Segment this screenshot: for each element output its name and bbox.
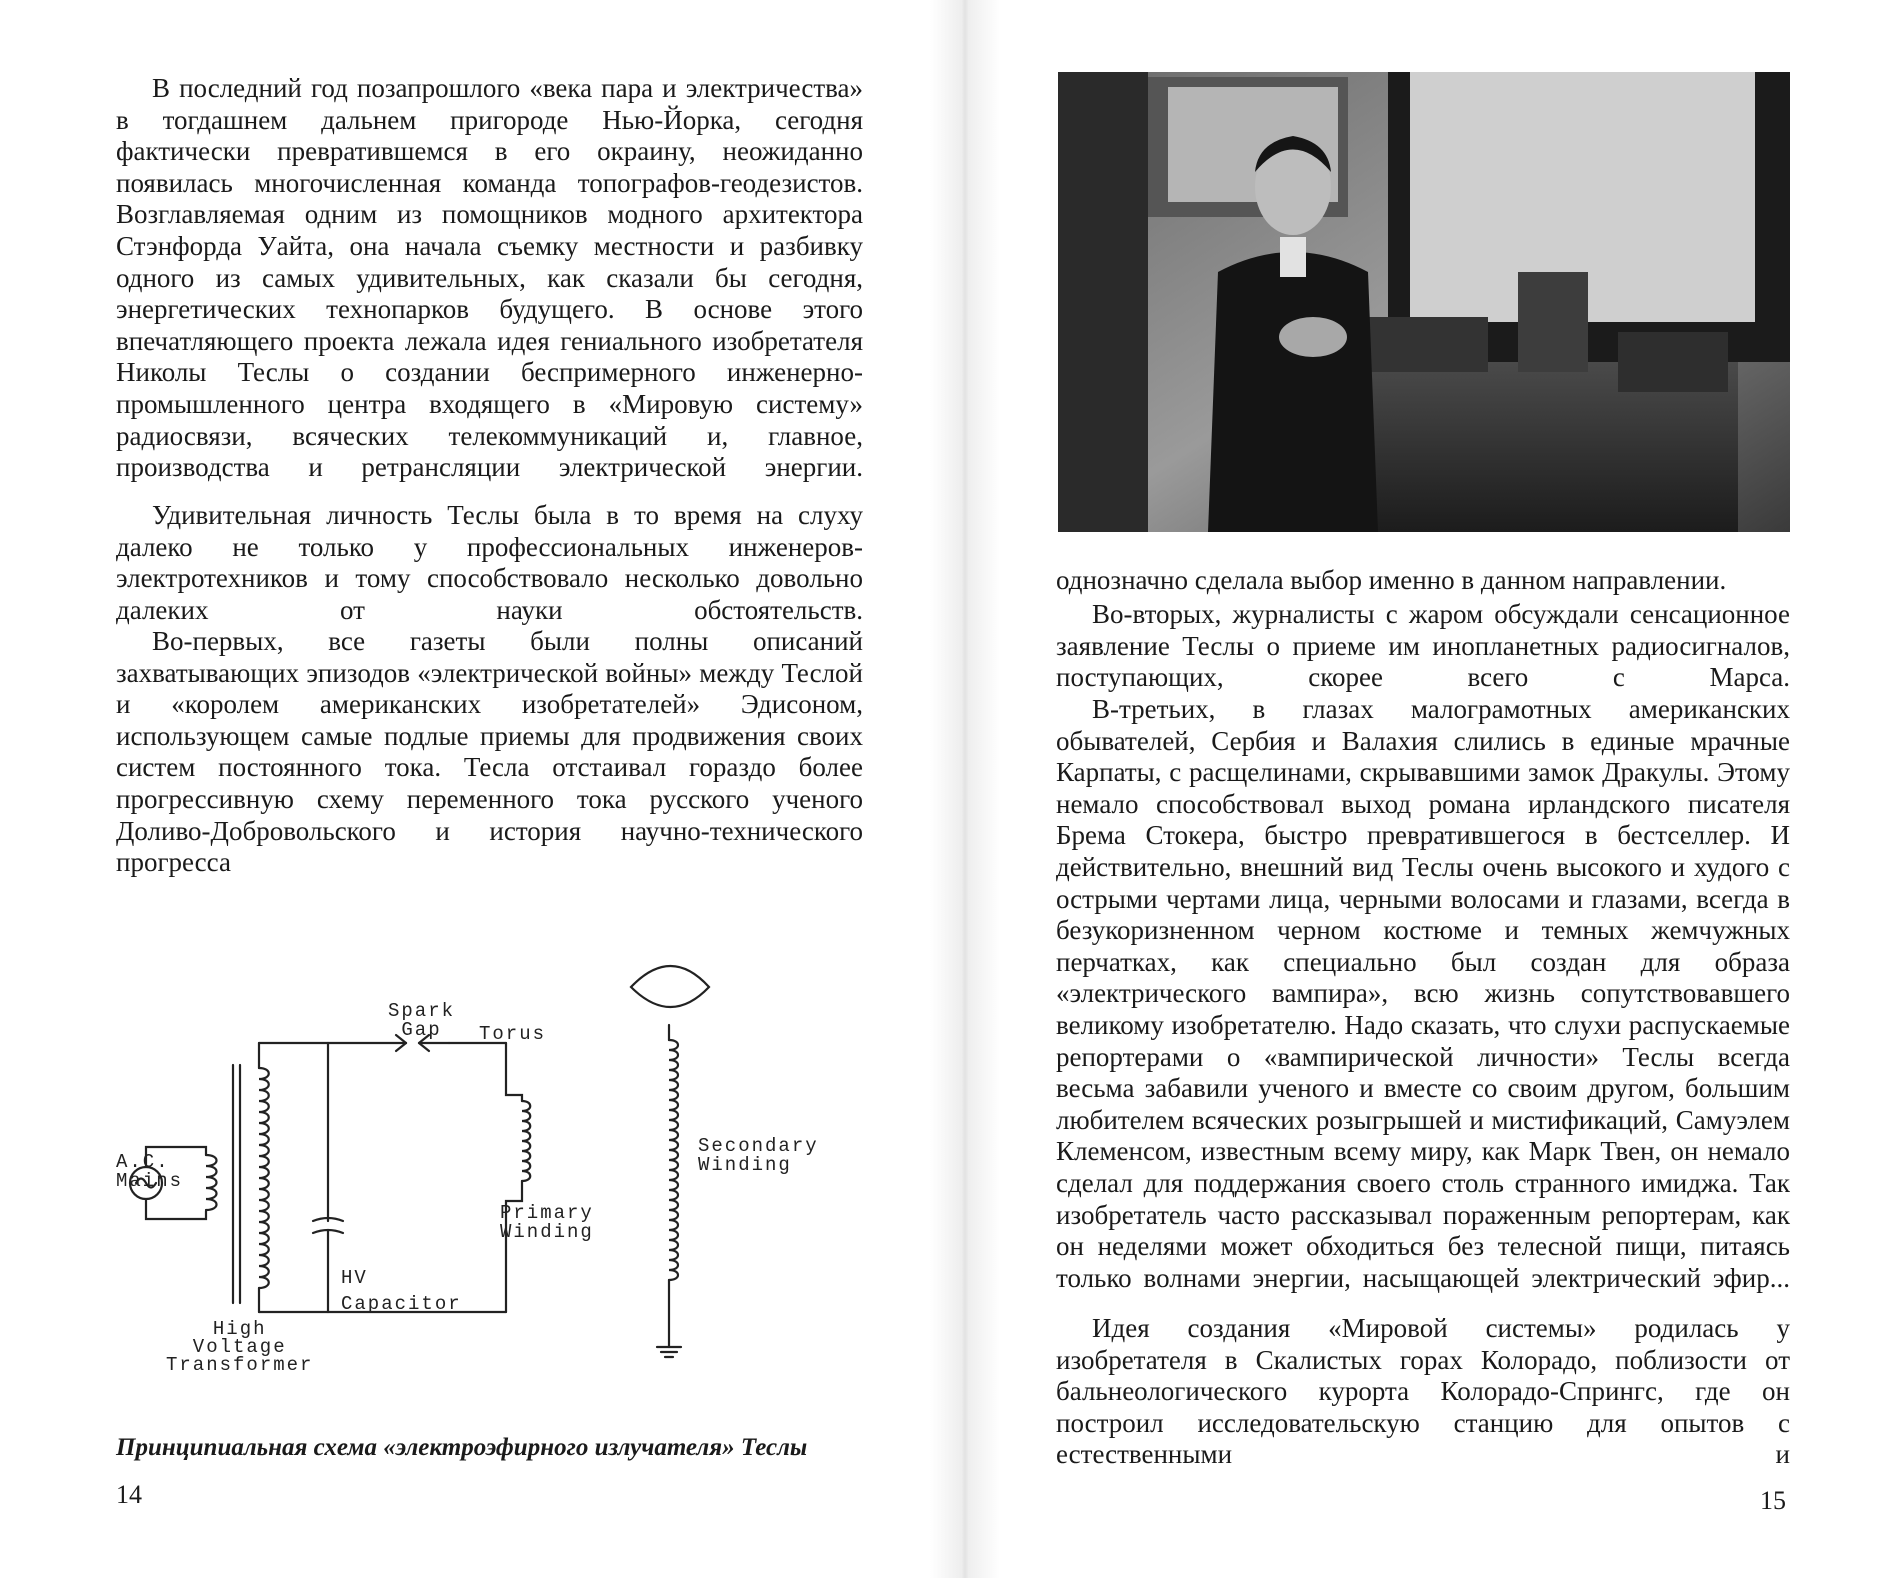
right-paragraph-2: Во-вторых, журналисты с жаром обсуждали сенсационное заявление Теслы о приеме им инопланетных радиосигналов, поступающих, скорее всего с Марса. (1056, 599, 1790, 693)
photo-left-wall-dark (1058, 72, 1148, 532)
right-paragraph-4: Идея создания «Мировой системы» родилась у изобретателя в Скалистых горах Колорадо, поблизости от бальнеологического курорта Колорадо-Спрингс, где он построил исследовательскую станцию для опытов с естественными и (1056, 1313, 1790, 1470)
figure-caption: Принципиальная схема «электроэфирного излучателя» Теслы (116, 1434, 808, 1461)
primary-wire-bottom (506, 1181, 522, 1312)
tesla-laboratory-photo (1058, 72, 1790, 532)
book-gutter (930, 0, 1000, 1578)
photo-person-body (1208, 252, 1378, 532)
page-number-right: 15 (1760, 1486, 1786, 1515)
ac-mains-label: A.C. Mains (116, 1151, 184, 1192)
transformer-primary-coil (206, 1155, 217, 1210)
primary-winding-label: Primary Winding (500, 1202, 594, 1243)
torus-label: Torus (479, 1023, 547, 1045)
photo-person-hands (1279, 317, 1347, 357)
hv-capacitor-label: HV Capacitor (341, 1267, 462, 1315)
secondary-winding-label: Secondary Winding (698, 1135, 819, 1176)
photo-person-collar (1280, 237, 1306, 277)
torus-shape (631, 966, 709, 1007)
primary-coil (522, 1101, 530, 1181)
ac-mains-loop-bottom (146, 1199, 206, 1219)
tesla-coil-schematic (116, 915, 876, 1415)
left-paragraph-3: Во-первых, все газеты были полны описаний захватывающих эпизодов «электрической войны» между Теслой и «королем американских изобретателей» Эдисоном, использующем самые подлые приемы для продвижения своих систем постоянного тока. Тесла отстаивал гораздо более прогрессивную схему переменного тока русского ученого Доливо-Добровольского и история научно-технического прогресса (116, 626, 863, 878)
right-paragraph-3: В-третьих, в глазах малограмотных американских обывателей, Сербия и Валахия слились в единые мрачные Карпаты, с расщелинами, скрывавшими замок Дракулы. Этому немало способствовал выход романа ирландского писателя Брема Стокера, быстро превратившегося в бестселлер. И действительно, внешний вид Теслы очень высокого и худого с острыми чертами лица, черными волосами и глазами, всегда в безукоризненном черном костюме и темных жемчужных перчатках, как специально был создан для образа «электрического вампира», всю жизнь сопутствовавшего великому изобретателю. Надо сказать, что слухи распускаемые репортерами о «вампирической личности» Теслы всегда весьма забавили ученого и вместе со своим другом, большим любителем всяческих розыгрышей и мистификаций, Самуэлем Клеменсом, известным всему миру, как Марк Твен, он немало сделал для поддержания своего столь странного имиджа. Так изобретатель часто рассказывал пораженным репортерам, как он неделями может обходиться без телесной пищи, питаясь только волнами энергии, насыщающей электрический эфир... (1056, 694, 1790, 1293)
secondary-coil (669, 1040, 678, 1280)
spark-gap-label: Spark Gap (388, 1000, 456, 1041)
left-paragraph-1: В последний год позапрошлого «века пара и электричества» в тогдашнем дальнем пригороде Нью-Йорка, сегодня фактически превратившемся в его окраину, неожиданно появилась многочисленная команда топографов-геодезистов. Возглавляемая одним из помощников модного архитектора Стэнфорда Уайта, она начала съемку местности и разбивку одного из самых удивительных, как сказали бы сегодня, энергетических технопарков будущего. В основе этого впечатляющего проекта лежала идея гениального изобретателя Николы Теслы о создании беспримерного инженерно-промышленного центра входящего в «Мировую систему» радиосвязи, всяческих телекоммуникаций и, главное, производства и ретрансляции электрической энергии. (116, 73, 863, 483)
right-paragraph-1: однозначно сделала выбор именно в данном направлении. (1056, 565, 1727, 595)
transformer-secondary-coil (259, 1068, 269, 1288)
left-paragraph-2: Удивительная личность Теслы была в то время на слуху далеко не только у профессиональных инженеров-электротехников и тому способствовало несколько довольно далеких от науки обстоятельств. (116, 500, 863, 625)
photo-drawing (1058, 72, 1790, 532)
primary-wire-top (506, 1043, 522, 1101)
photo-instrument-3 (1618, 332, 1728, 392)
page-number-left: 14 (116, 1480, 142, 1509)
photo-instrument-2 (1518, 272, 1588, 372)
transformer-label: High Voltage Transformer (166, 1318, 314, 1376)
photo-instrument-1 (1368, 317, 1488, 372)
